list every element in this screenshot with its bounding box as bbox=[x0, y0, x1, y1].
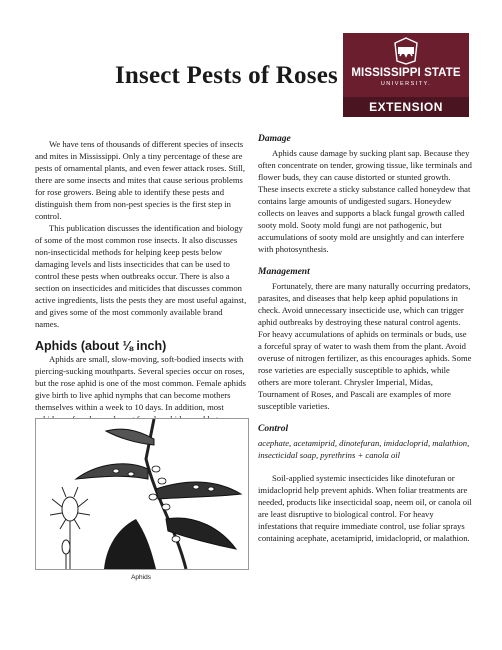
aphids-paragraph: Aphids are small, slow-moving, soft-bodied insects with piercing-sucking mouthparts. Several species occur on roses, but the rose aphid is one of the most common. Female aphids give birth to live aphid nymphs that can become mothers themselves within a week to 10 days. In addition, most bbox=[35, 354, 246, 412]
damage-heading: Damage bbox=[258, 134, 291, 144]
intro-paragraph-1: We have tens of thousands of different species of insects and mites in Mississippi. Only a tiny percentage of these are pests of ornamental plants, and even fewer attack roses. Still, there are some insects and mites that cause serious problems for rose growers. Being able to identify these pests and distinguish them from non-pest species is the first step in control. bbox=[35, 139, 246, 221]
intro-paragraph-2: This publication discusses the identification and biology of some of the most common rose insects. It also discusses non-insecticidal methods for helping keep pests below damaging levels and lists insecticides that can be used to control these pests when outbreaks occur. There is also a section on insecticides and miticides that discusses common active ingredients, lists the pests they are most useful against, and gives some of the most commonly available brand names. bbox=[35, 223, 247, 329]
msu-seal-icon bbox=[392, 37, 420, 65]
logo-line-3: EXTENSION bbox=[343, 97, 469, 117]
control-heading: Control bbox=[258, 424, 289, 434]
msu-extension-logo bbox=[343, 33, 469, 117]
page-title: Insect Pests of Roses bbox=[115, 62, 338, 89]
left-column bbox=[35, 138, 247, 449]
aphids-illustration bbox=[35, 418, 249, 570]
aphids-drawing bbox=[36, 419, 248, 569]
control-chemicals: acephate, acetamiprid, dinotefuran, imidacloprid, malathion, insecticidal soap, pyrethrins + canola oil bbox=[258, 438, 470, 460]
figure-caption: Aphids bbox=[131, 574, 151, 581]
logo-line-1: MISSISSIPPI STATE bbox=[351, 67, 461, 79]
control-paragraph: Soil-applied systemic insecticides like dinotefuran or imidacloprid help prevent aphids. When foliar treatments are needed, products like insecticidal soap, neem oil, or canola oil are least disruptive to biological control. For heavy infestations that require immediate control, use foliar sprays containing acephate, acetamiprid, imidacloprid, or malathion. bbox=[258, 473, 472, 543]
right-column bbox=[258, 133, 472, 544]
damage-paragraph: Aphids cause damage by sucking plant sap. Because they often concentrate on tender, growing tissue, like terminals and flower buds, they can cause distorted or stunted growth. These insects excrete a sticky substance called honeydew that contains large amounts of undigested sugars. Honeydew collects on leaves and supports a black fungal growth called sooty mold. Sooty mold fungi are not pathogenic, but accumulations of sooty mold are unsightly and can interfere with photosynthesis. bbox=[258, 148, 472, 254]
logo-line-2: UNIVERSITY. bbox=[380, 81, 432, 87]
management-paragraph: Fortunately, there are many naturally occurring predators, parasites, and diseases that help keep aphid populations in check. Avoid unnecessary insecticide use, which can trigger aphid outbreaks by destroying these natural control agents. For heavy accumulations of aphids on terminals or buds, use a forceful spray of water to wash them from the plant. Avoid overuse of nitrogen fertilizer, as this encourages aphids. Some rose varieties are especially susceptible to aphids, while others are more tolerant. Chrysler Imperial, Midas, Tournament of Roses, and Pascali are examples of more susceptible varieties. bbox=[258, 281, 472, 411]
aphids-heading: Aphids (about ⅛ inch) bbox=[35, 339, 167, 353]
management-heading: Management bbox=[258, 267, 310, 277]
